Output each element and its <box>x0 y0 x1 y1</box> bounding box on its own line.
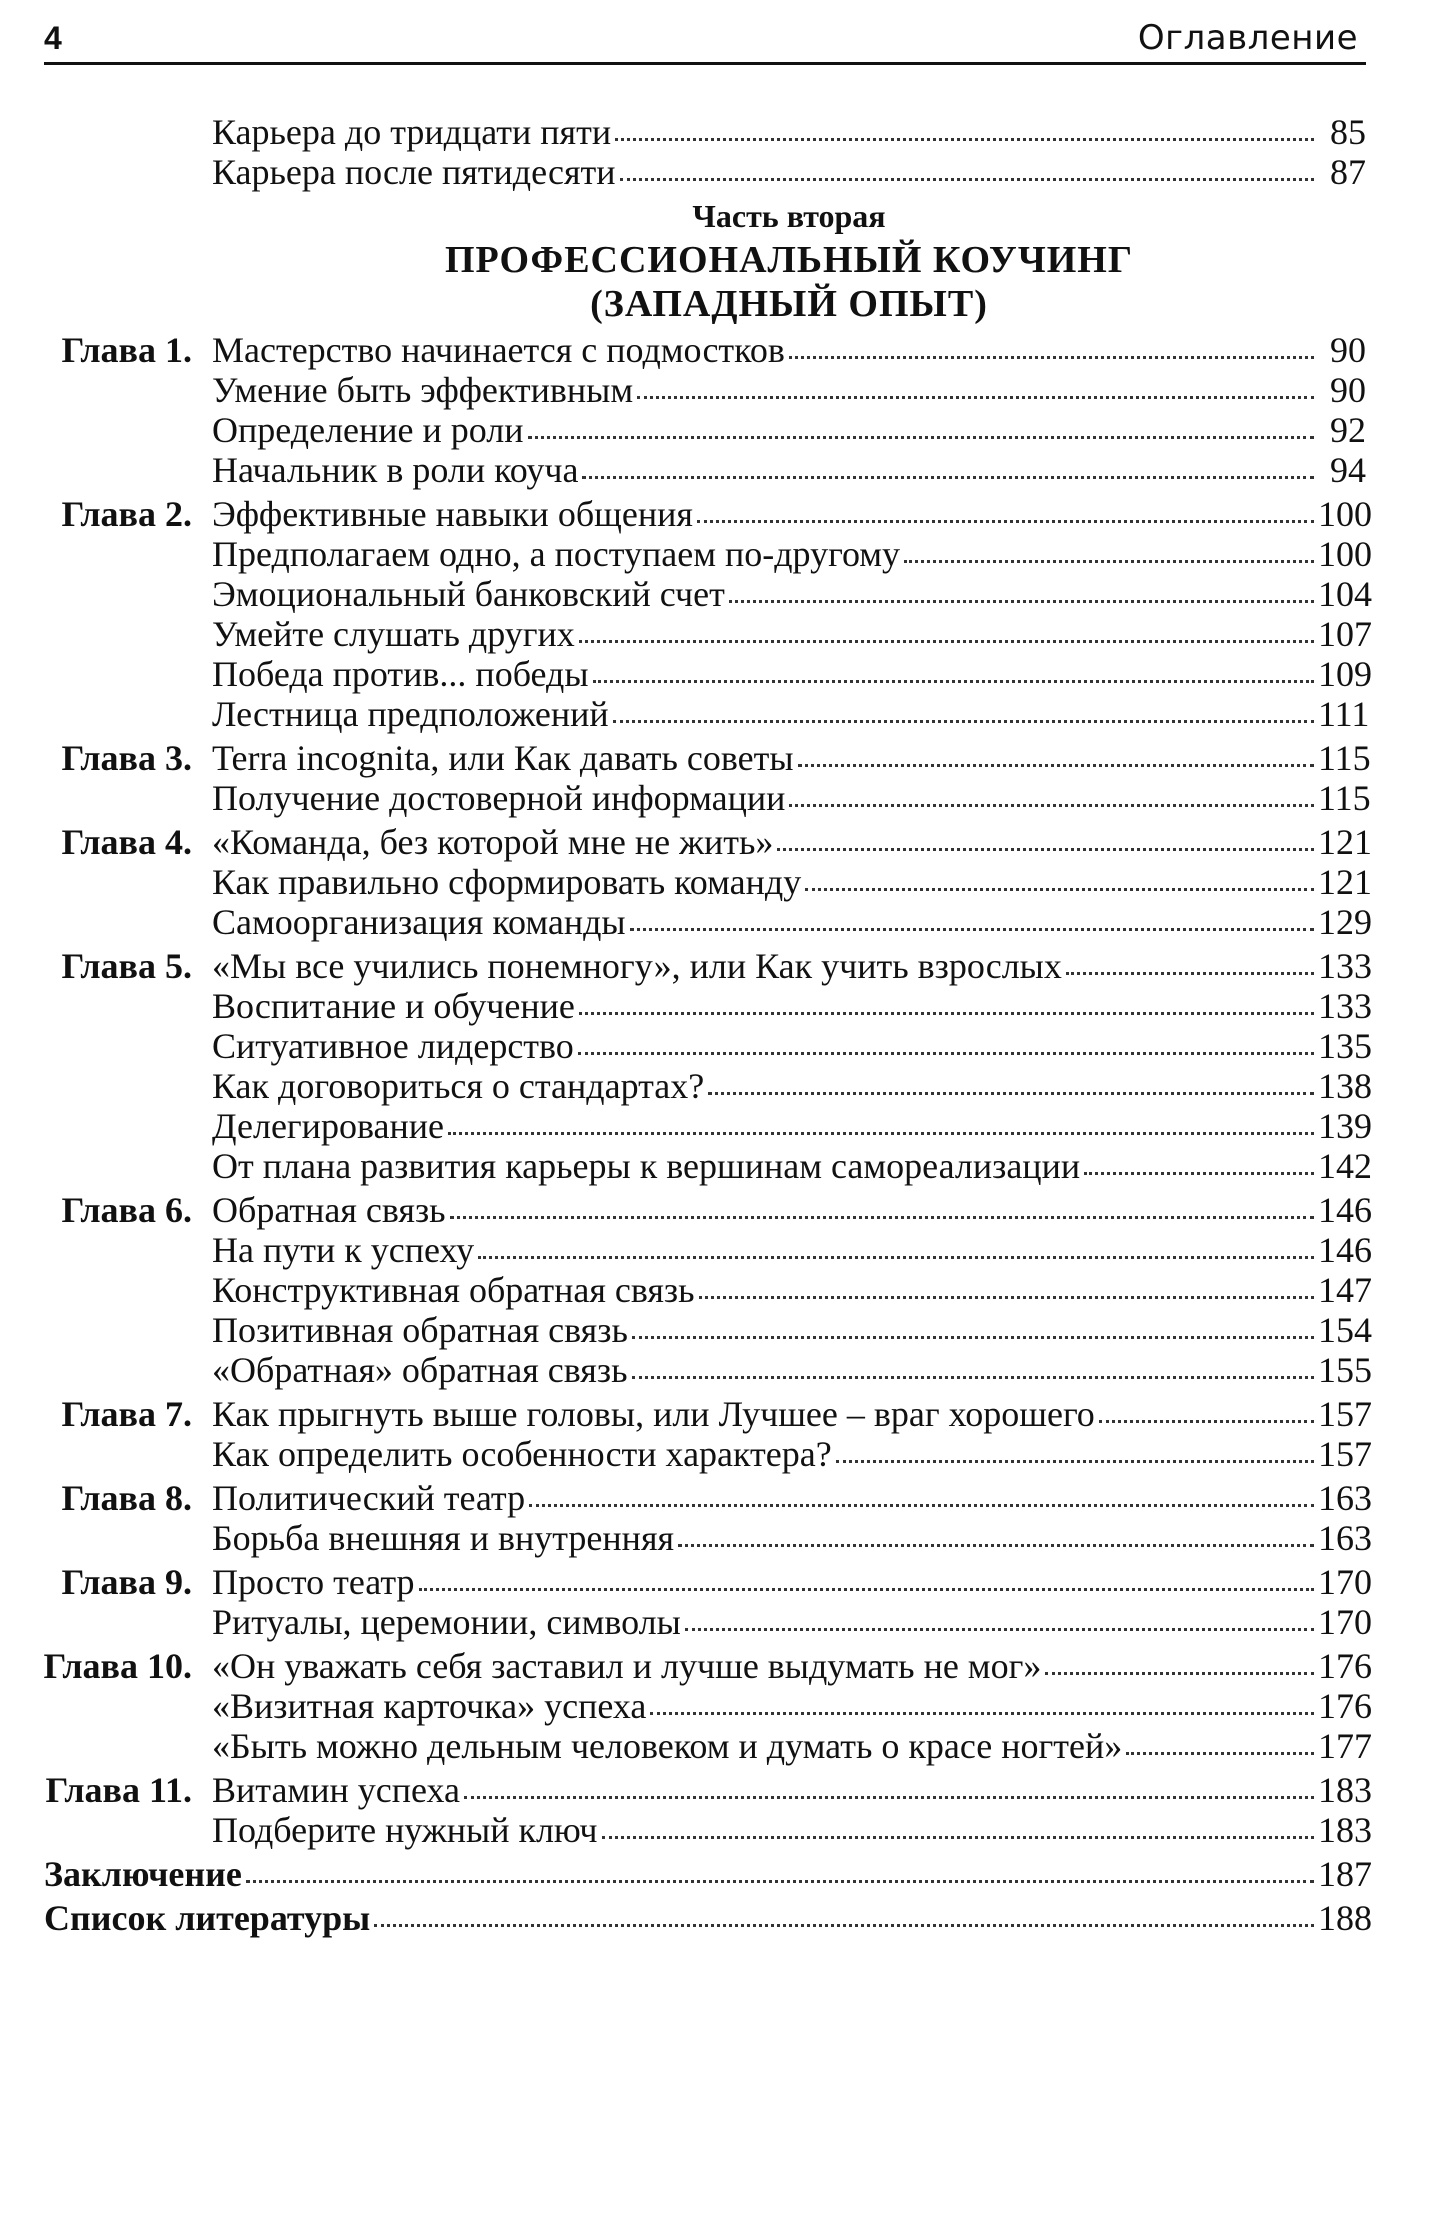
entry-title: Мастерство начинается с подмостков <box>212 330 785 370</box>
dot-leader <box>613 719 1314 723</box>
dot-leader <box>1084 1171 1314 1175</box>
dot-leader <box>1045 1671 1314 1675</box>
toc-entry[interactable] <box>212 574 1372 614</box>
entry-title: Обратная связь <box>212 1190 446 1230</box>
part-heading <box>212 194 1366 326</box>
toc-section-row <box>0 1146 1450 1186</box>
entry-title: Политический театр <box>212 1478 526 1518</box>
entry-page-number: 187 <box>1318 1854 1372 1894</box>
toc-entry[interactable] <box>212 1066 1372 1106</box>
entry-page-number: 115 <box>1318 738 1371 778</box>
chapter-number: Глава 6. <box>61 1190 192 1230</box>
dot-leader <box>632 1375 1315 1379</box>
entry-title: Ритуалы, церемонии, символы <box>212 1602 681 1642</box>
entry-page-number: 92 <box>1330 410 1366 450</box>
toc-section-row <box>0 1230 1450 1270</box>
dot-leader <box>419 1587 1315 1591</box>
toc-section-row <box>0 1810 1450 1850</box>
toc-chapter-row <box>0 738 1450 778</box>
entry-title: «Мы все учились понемногу», или Как учить взрослых <box>212 946 1062 986</box>
entry-page-number: 147 <box>1318 1270 1372 1310</box>
toc-entry[interactable] <box>212 1190 1372 1230</box>
toc-section-row <box>0 574 1450 614</box>
toc-chapter-row <box>0 330 1450 370</box>
toc-section-row <box>0 1686 1450 1726</box>
entry-page-number: 85 <box>1330 112 1366 152</box>
chapter-number: Глава 9. <box>61 1562 192 1602</box>
entry-page-number: 133 <box>1318 946 1372 986</box>
dot-leader <box>579 1011 1314 1015</box>
toc-section-row <box>0 1518 1450 1558</box>
entry-title: Как договориться о стандартах? <box>212 1066 705 1106</box>
toc-entry[interactable] <box>212 1310 1372 1350</box>
dot-leader <box>450 1215 1314 1219</box>
entry-title: Terra incognita, или Как давать советы <box>212 738 794 778</box>
entry-page-number: 139 <box>1318 1106 1372 1146</box>
dot-leader <box>729 599 1314 603</box>
toc-section-row <box>0 1106 1450 1146</box>
toc-section-row <box>0 694 1450 734</box>
toc-section-row <box>0 862 1450 902</box>
toc-entry[interactable] <box>212 370 1366 410</box>
chapter-number: Глава 7. <box>61 1394 192 1434</box>
toc-entry[interactable] <box>212 1434 1372 1474</box>
entry-page-number: 90 <box>1330 330 1366 370</box>
entry-page-number: 157 <box>1318 1394 1372 1434</box>
entry-page-number: 100 <box>1318 534 1372 574</box>
toc-entry[interactable] <box>44 1898 1372 1938</box>
entry-page-number: 146 <box>1318 1190 1372 1230</box>
toc-entry[interactable] <box>212 654 1372 694</box>
dot-leader <box>1126 1751 1314 1755</box>
entry-page-number: 142 <box>1318 1146 1372 1186</box>
entry-title: Начальник в роли коуча <box>212 450 579 490</box>
toc-entry[interactable] <box>212 1726 1372 1766</box>
chapter-number: Глава 4. <box>61 822 192 862</box>
entry-page-number: 183 <box>1318 1770 1372 1810</box>
entry-title: Конструктивная обратная связь <box>212 1270 695 1310</box>
entry-page-number: 94 <box>1330 450 1366 490</box>
toc-entry[interactable] <box>212 1106 1372 1146</box>
page-number: 4 <box>44 20 62 56</box>
dot-leader <box>678 1543 1314 1547</box>
toc-section-row <box>0 986 1450 1026</box>
dot-leader <box>593 679 1314 683</box>
entry-title: Заключение <box>44 1854 242 1894</box>
entry-title: Список литературы <box>44 1898 371 1938</box>
toc-section-row <box>0 112 1450 152</box>
toc-section-row <box>0 152 1450 192</box>
toc-entry[interactable] <box>212 1518 1372 1558</box>
toc-section-row <box>0 1726 1450 1766</box>
chapter-number: Глава 3. <box>61 738 192 778</box>
dot-leader <box>805 887 1314 891</box>
dot-leader <box>708 1091 1314 1095</box>
toc-entry[interactable] <box>212 946 1372 986</box>
toc-entry[interactable] <box>212 1230 1372 1270</box>
entry-page-number: 170 <box>1318 1562 1372 1602</box>
entry-page-number: 176 <box>1318 1646 1372 1686</box>
toc-entry[interactable] <box>212 1686 1372 1726</box>
entry-title: Карьера после пятидесяти <box>212 152 616 192</box>
entry-title: От плана развития карьеры к вершинам самореализации <box>212 1146 1081 1186</box>
toc-entry[interactable] <box>212 450 1366 490</box>
entry-page-number: 154 <box>1318 1310 1372 1350</box>
entry-page-number: 90 <box>1330 370 1366 410</box>
entry-title: На пути к успеху <box>212 1230 475 1270</box>
entry-page-number: 104 <box>1318 574 1372 614</box>
entry-page-number: 115 <box>1318 778 1371 818</box>
entry-page-number: 188 <box>1318 1898 1372 1938</box>
toc-section-row <box>0 410 1450 450</box>
entry-title: Определение и роли <box>212 410 524 450</box>
toc-section-row <box>0 1434 1450 1474</box>
dot-leader <box>529 1503 1314 1507</box>
entry-title: Эффективные навыки общения <box>212 494 693 534</box>
toc-entry[interactable] <box>212 1602 1372 1642</box>
toc-backmatter-row <box>0 1854 1450 1894</box>
toc-entry[interactable] <box>212 1770 1372 1810</box>
toc-section-row <box>0 654 1450 694</box>
dot-leader <box>1066 971 1314 975</box>
entry-title: Как правильно сформировать команду <box>212 862 802 902</box>
dot-leader <box>374 1923 1314 1927</box>
dot-leader <box>904 559 1314 563</box>
entry-title: Победа против... победы <box>212 654 589 694</box>
entry-title: Делегирование <box>212 1106 444 1146</box>
part-title: (ЗАПАДНЫЙ ОПЫТ) <box>590 283 988 325</box>
running-head-title: Оглавление <box>1137 18 1358 58</box>
entry-title: Самоорганизация команды <box>212 902 626 942</box>
toc-entry[interactable] <box>212 1562 1372 1602</box>
toc-section-row <box>0 534 1450 574</box>
chapter-number: Глава 2. <box>61 494 192 534</box>
toc-entry[interactable] <box>212 778 1371 818</box>
entry-title: Умейте слушать других <box>212 614 575 654</box>
toc-entry[interactable] <box>212 410 1366 450</box>
dot-leader <box>632 1335 1314 1339</box>
entry-title: Карьера до тридцати пяти <box>212 112 612 152</box>
entry-page-number: 109 <box>1318 654 1372 694</box>
dot-leader <box>579 639 1314 643</box>
toc-section-row <box>0 1066 1450 1106</box>
entry-title: «Визитная карточка» успеха <box>212 1686 647 1726</box>
dot-leader <box>615 137 1314 141</box>
dot-leader <box>478 1255 1314 1259</box>
toc-entry[interactable] <box>212 614 1372 654</box>
dot-leader <box>1099 1419 1314 1423</box>
toc-section-row <box>0 902 1450 942</box>
dot-leader <box>798 763 1314 767</box>
entry-page-number: 133 <box>1318 986 1372 1026</box>
chapter-number: Глава 1. <box>61 330 192 370</box>
toc-backmatter-row <box>0 1898 1450 1938</box>
dot-leader <box>789 803 1314 807</box>
toc-entry[interactable] <box>212 1270 1372 1310</box>
dot-leader <box>578 1051 1314 1055</box>
toc-entry[interactable] <box>44 1854 1372 1894</box>
entry-page-number: 177 <box>1318 1726 1372 1766</box>
entry-page-number: 135 <box>1318 1026 1372 1066</box>
dot-leader <box>448 1131 1314 1135</box>
toc-chapter-row <box>0 1562 1450 1602</box>
entry-title: Как определить особенности характера? <box>212 1434 832 1474</box>
toc-entry[interactable] <box>212 1478 1372 1518</box>
toc-chapter-row <box>0 1394 1450 1434</box>
entry-title: «Быть можно дельным человеком и думать о красе ногтей» <box>212 1726 1123 1766</box>
toc-entry[interactable] <box>212 1810 1372 1850</box>
entry-title: Эмоциональный банковский счет <box>212 574 725 614</box>
toc-chapter-row <box>0 822 1450 862</box>
entry-page-number: 163 <box>1318 1478 1372 1518</box>
toc-chapter-row <box>0 1478 1450 1518</box>
toc-entry[interactable] <box>212 902 1372 942</box>
dot-leader <box>602 1835 1314 1839</box>
entry-page-number: 163 <box>1318 1518 1372 1558</box>
toc-entry[interactable] <box>212 330 1366 370</box>
dot-leader <box>650 1711 1314 1715</box>
toc-section-row <box>0 450 1450 490</box>
entry-title: Лестница предположений <box>212 694 609 734</box>
dot-leader <box>637 395 1314 399</box>
dot-leader <box>685 1627 1314 1631</box>
dot-leader <box>777 847 1314 851</box>
running-head <box>44 14 1366 65</box>
toc-entry[interactable] <box>212 152 1366 192</box>
dot-leader <box>246 1879 1314 1883</box>
toc-section-row <box>0 1310 1450 1350</box>
chapter-number: Глава 11. <box>45 1770 192 1810</box>
entry-title: Просто театр <box>212 1562 415 1602</box>
entry-page-number: 129 <box>1318 902 1372 942</box>
entry-page-number: 155 <box>1318 1350 1372 1390</box>
entry-title: Борьба внешняя и внутренняя <box>212 1518 675 1558</box>
chapter-number: Глава 10. <box>43 1646 192 1686</box>
dot-leader <box>528 435 1314 439</box>
toc-section-row <box>0 1602 1450 1642</box>
entry-page-number: 138 <box>1318 1066 1372 1106</box>
entry-page-number: 121 <box>1318 862 1372 902</box>
toc-section-row <box>0 1270 1450 1310</box>
entry-page-number: 111 <box>1318 694 1370 734</box>
entry-title: «Обратная» обратная связь <box>212 1350 628 1390</box>
toc-chapter-row <box>0 1646 1450 1686</box>
dot-leader <box>836 1459 1314 1463</box>
dot-leader <box>699 1295 1314 1299</box>
entry-title: Подберите нужный ключ <box>212 1810 598 1850</box>
toc-entry[interactable] <box>212 1394 1372 1434</box>
entry-page-number: 100 <box>1318 494 1372 534</box>
entry-title: «Он уважать себя заставил и лучше выдумать не мог» <box>212 1646 1042 1686</box>
toc-entry[interactable] <box>212 112 1366 152</box>
toc-entry[interactable] <box>212 1146 1372 1186</box>
entry-page-number: 87 <box>1330 152 1366 192</box>
chapter-number: Глава 5. <box>61 946 192 986</box>
dot-leader <box>582 475 1314 479</box>
toc-entry[interactable] <box>212 822 1372 862</box>
entry-title: Предполагаем одно, а поступаем по-другому <box>212 534 901 574</box>
toc-section-row <box>0 1350 1450 1390</box>
toc-chapter-row <box>0 494 1450 534</box>
dot-leader <box>630 927 1314 931</box>
toc-entry[interactable] <box>212 1646 1372 1686</box>
toc-section-row <box>0 370 1450 410</box>
dot-leader <box>789 355 1314 359</box>
toc-entry[interactable] <box>212 494 1372 534</box>
toc-entry[interactable] <box>212 534 1372 574</box>
toc-chapter-row <box>0 1190 1450 1230</box>
toc-entry[interactable] <box>212 986 1372 1026</box>
entry-title: Как прыгнуть выше головы, или Лучшее – враг хорошего <box>212 1394 1095 1434</box>
table-of-contents <box>0 112 1450 1938</box>
toc-chapter-row <box>0 946 1450 986</box>
entry-title: «Команда, без которой мне не жить» <box>212 822 774 862</box>
entry-title: Витамин успеха <box>212 1770 460 1810</box>
toc-section-row <box>0 1026 1450 1066</box>
entry-title: Получение достоверной информации <box>212 778 786 818</box>
dot-leader <box>620 177 1314 181</box>
entry-title: Ситуативное лидерство <box>212 1026 574 1066</box>
toc-entry[interactable] <box>212 694 1370 734</box>
toc-entry[interactable] <box>212 1026 1372 1066</box>
entry-page-number: 176 <box>1318 1686 1372 1726</box>
toc-chapter-row <box>0 1770 1450 1810</box>
dot-leader <box>464 1795 1314 1799</box>
entry-title: Воспитание и обучение <box>212 986 575 1026</box>
part-title: ПРОФЕССИОНАЛЬНЫЙ КОУЧИНГ <box>444 239 1134 281</box>
toc-entry[interactable] <box>212 862 1372 902</box>
entry-page-number: 170 <box>1318 1602 1372 1642</box>
toc-entry[interactable] <box>212 738 1371 778</box>
entry-page-number: 183 <box>1318 1810 1372 1850</box>
entry-title: Позитивная обратная связь <box>212 1310 628 1350</box>
part-label: Часть вторая <box>692 198 886 234</box>
entry-page-number: 157 <box>1318 1434 1372 1474</box>
chapter-number: Глава 8. <box>61 1478 192 1518</box>
dot-leader <box>697 519 1314 523</box>
toc-section-row <box>0 778 1450 818</box>
entry-page-number: 107 <box>1318 614 1372 654</box>
entry-page-number: 121 <box>1318 822 1372 862</box>
entry-page-number: 146 <box>1318 1230 1372 1270</box>
toc-section-row <box>0 614 1450 654</box>
entry-title: Умение быть эффективным <box>212 370 634 410</box>
toc-entry[interactable] <box>212 1350 1372 1390</box>
